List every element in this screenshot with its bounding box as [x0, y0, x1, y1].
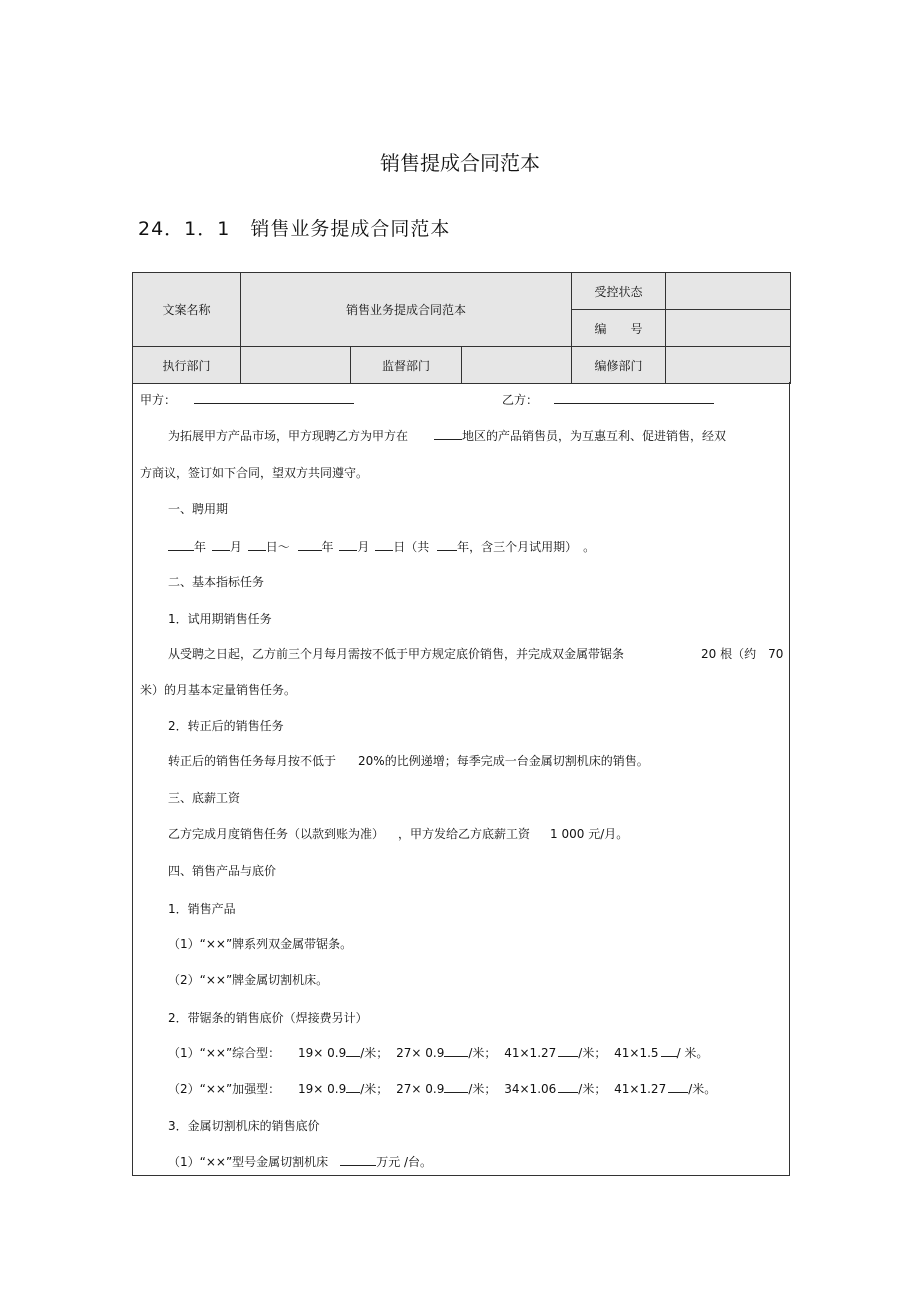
price2-b: 27× 0.9: [396, 1082, 445, 1096]
salary-heading: 三、底薪工资: [168, 791, 241, 805]
price1-c: 41×1.27: [504, 1046, 557, 1060]
products-heading: 四、销售产品与底价: [168, 864, 277, 878]
end-month-blank[interactable]: [339, 538, 357, 551]
unit-end: / 米。: [676, 1046, 709, 1060]
price2-c: 34×1.06: [504, 1082, 557, 1096]
control-status-value[interactable]: [666, 273, 791, 310]
day-to-text: 日～: [265, 540, 290, 554]
unit-sep: /米；: [468, 1082, 497, 1096]
price1-a-blank[interactable]: [346, 1044, 360, 1057]
products-sub3: 3．金属切割机床的销售底价: [168, 1119, 320, 1133]
formal-text-a: 转正后的销售任务每月按不低于: [168, 754, 337, 768]
control-status-label: 受控状态: [572, 273, 666, 310]
term-heading: 一、聘用期: [168, 502, 229, 516]
price1-a: 19× 0.9: [298, 1046, 347, 1060]
salary-text-b: ，甲方发给乙方底薪工资: [398, 827, 531, 841]
formal-text-b: 20%的比例递增；每季完成一台金属切割机床的销售。: [358, 754, 649, 768]
term-line: [168, 538, 595, 555]
price1-d-blank[interactable]: [661, 1044, 677, 1057]
price1-label: （1）“××”综合型：: [168, 1046, 281, 1060]
edit-dept-label: 编修部门: [572, 347, 666, 384]
price1-c-blank[interactable]: [558, 1044, 578, 1057]
price2-d: 41×1.27: [614, 1082, 667, 1096]
exec-dept-label: 执行部门: [133, 347, 241, 384]
product-item-1: （1）“××”牌系列双金属带锯条。: [168, 937, 353, 951]
party-b: [502, 391, 714, 408]
supervise-dept-value[interactable]: [462, 347, 572, 384]
contract-body: [132, 382, 790, 1176]
region-blank[interactable]: [434, 427, 462, 440]
price2-label: （2）“××”加强型：: [168, 1082, 281, 1096]
machine-label: （1）“××”型号金属切割机床: [168, 1155, 329, 1169]
salary-text: [168, 825, 628, 842]
day-total-text: 日（共: [393, 540, 430, 554]
intro-text: 为拓展甲方产品市场，甲方现聘乙方为甲方在: [168, 429, 409, 443]
exec-dept-value[interactable]: [241, 347, 351, 384]
intro-line-1: [168, 427, 726, 444]
supervise-dept-label: 监督部门: [351, 347, 462, 384]
price2-b-blank[interactable]: [444, 1080, 468, 1093]
trial-heading: 1．试用期销售任务: [168, 612, 272, 626]
end-day-blank[interactable]: [375, 538, 393, 551]
start-month-blank[interactable]: [212, 538, 230, 551]
number-value[interactable]: [666, 310, 791, 347]
month-text: 月: [357, 540, 370, 554]
party-a-label: 甲方：: [140, 393, 177, 407]
doc-name-label: 文案名称: [133, 273, 241, 347]
trial-text: 从受聘之日起，乙方前三个月每月需按不低于甲方规定底价销售，并完成双金属带锯条: [168, 647, 625, 661]
section-heading: 24．1．1 销售业务提成合同范本: [138, 218, 451, 240]
price-row-2: [168, 1080, 716, 1097]
document-title: 销售提成合同范本: [380, 151, 540, 175]
price2-c-blank[interactable]: [558, 1080, 578, 1093]
total-years-blank[interactable]: [437, 538, 457, 551]
unit-sep: /米；: [578, 1046, 607, 1060]
price1-b-blank[interactable]: [444, 1044, 468, 1057]
unit-sep: /米；: [360, 1046, 389, 1060]
tasks-heading: 二、基本指标任务: [168, 575, 265, 589]
price2-d-blank[interactable]: [668, 1080, 688, 1093]
year-text: 年: [321, 540, 334, 554]
intro-text-cont: 地区的产品销售员，为互惠互利、促进销售，经双: [462, 429, 727, 443]
unit-sep: /米；: [578, 1082, 607, 1096]
start-day-blank[interactable]: [248, 538, 266, 551]
machine-unit: 万元 /台。: [376, 1155, 433, 1169]
products-sub1: 1．销售产品: [168, 902, 236, 916]
formal-heading: 2．转正后的销售任务: [168, 719, 284, 733]
party-b-label: 乙方：: [502, 393, 539, 407]
intro-line-2: 方商议，签订如下合同，望双方共同遵守。: [140, 466, 369, 480]
product-item-2: （2）“××”牌金属切割机床。: [168, 973, 329, 987]
trial-quantity: 20 根（约 70: [701, 647, 784, 661]
machine-price-line: [168, 1153, 432, 1170]
unit-end: /米。: [688, 1082, 717, 1096]
formal-text: [168, 752, 649, 769]
price1-b: 27× 0.9: [396, 1046, 445, 1060]
party-a-blank[interactable]: [194, 391, 354, 404]
unit-sep: /米；: [360, 1082, 389, 1096]
price2-a: 19× 0.9: [298, 1082, 347, 1096]
term-tail-text: 年，含三个月试用期） 。: [457, 540, 596, 554]
price1-d: 41×1.5: [614, 1046, 659, 1060]
edit-dept-value[interactable]: [666, 347, 791, 384]
unit-sep: /米；: [468, 1046, 497, 1060]
products-sub2: 2．带锯条的销售底价（焊接费另计）: [168, 1011, 368, 1025]
month-text: 月: [229, 540, 242, 554]
number-label: 编 号: [572, 310, 666, 347]
salary-amount: 1 000 元/月。: [550, 827, 629, 841]
price2-a-blank[interactable]: [346, 1080, 360, 1093]
salary-text-a: 乙方完成月度销售任务（以款到账为准）: [168, 827, 379, 841]
machine-price-blank[interactable]: [340, 1153, 376, 1166]
party-a: [140, 391, 354, 408]
doc-name-value: 销售业务提成合同范本: [241, 273, 572, 347]
year-text: 年: [194, 540, 207, 554]
start-year-blank[interactable]: [168, 538, 194, 551]
end-year-blank[interactable]: [298, 538, 322, 551]
party-b-blank[interactable]: [554, 391, 714, 404]
header-table: [132, 272, 791, 384]
trial-text-cont: 米）的月基本定量销售任务。: [140, 683, 297, 697]
price-row-1: [168, 1044, 708, 1061]
